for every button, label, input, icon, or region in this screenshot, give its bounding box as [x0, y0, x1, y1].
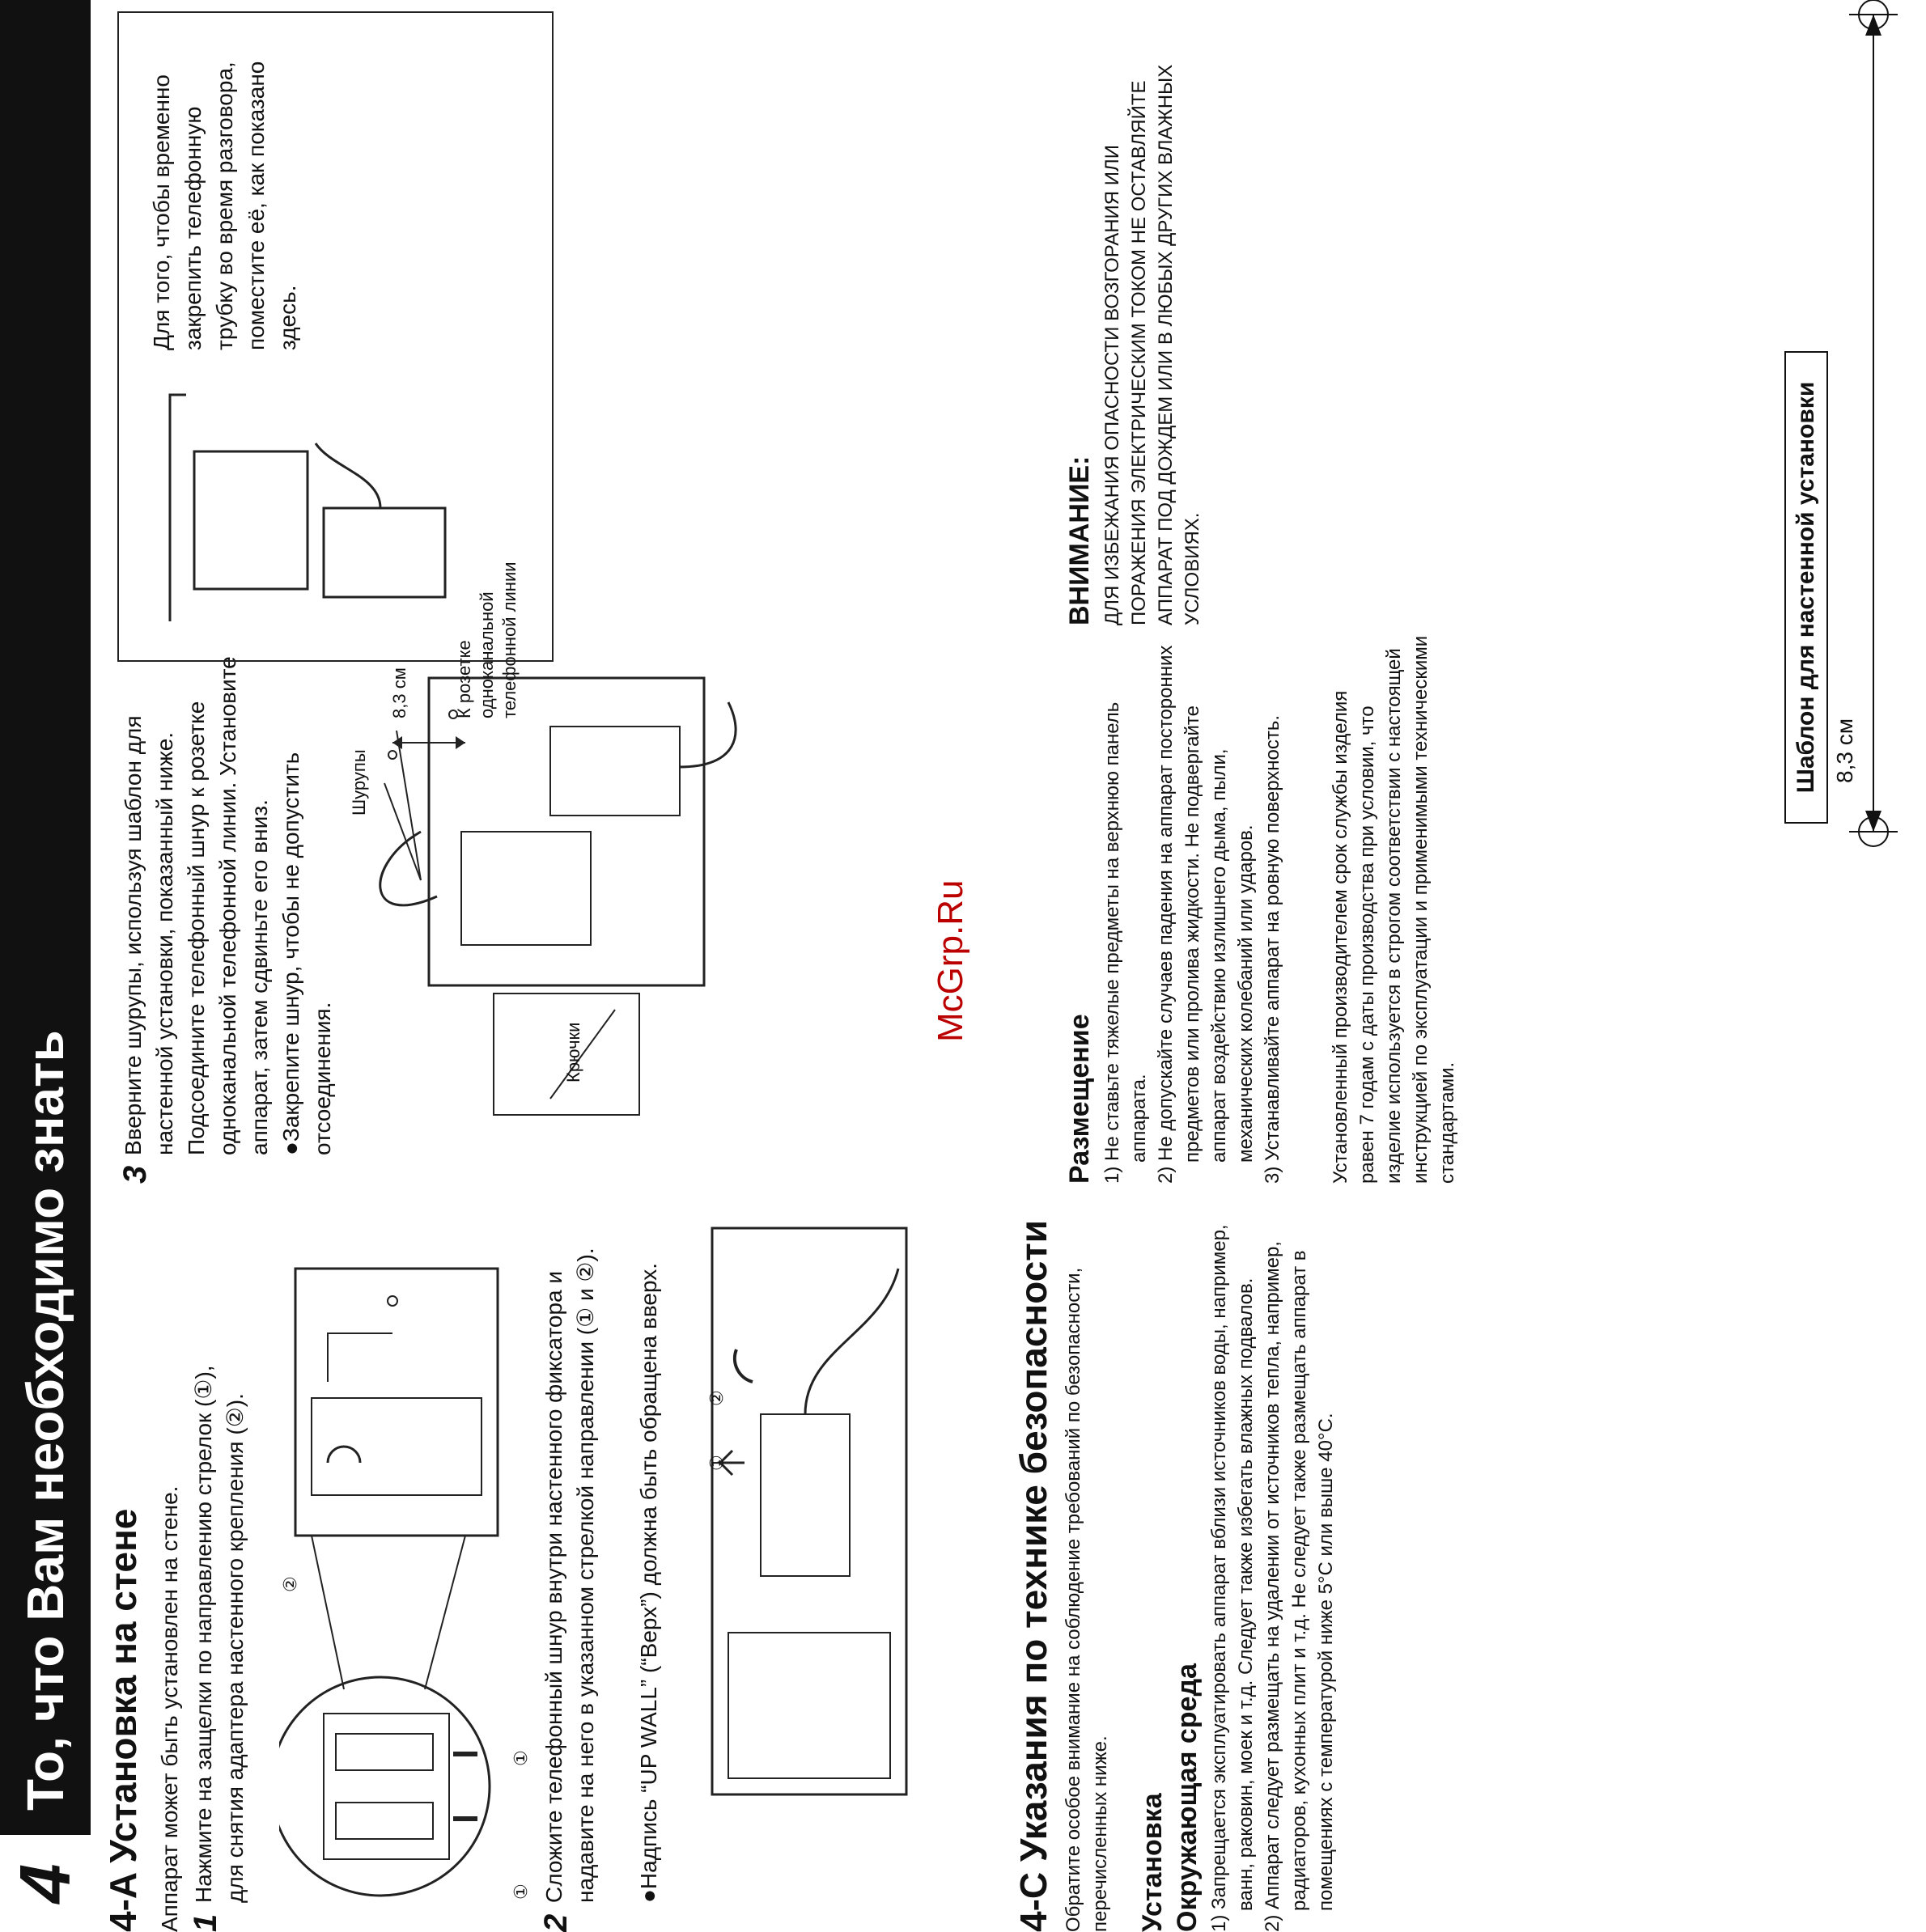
step2-text: Сложите телефонный шнур внутри настенного фиксатора и надавите на него в указанном стрелкой направлении (① и ②).: [541, 1248, 598, 1903]
handset-figure: [138, 346, 526, 638]
environment-item: 1) Запрещается эксплуатировать аппарат вблизи источников воды, например, ванн, раковин, моек и т.д. Следует также избегать влажных подвалов.: [1208, 1224, 1257, 1932]
section-title-safety: 4-C Указания по технике безопасности: [1012, 1219, 1054, 1932]
safety-intro: Обратите особое внимание на соблюдение требований по безопасности, перечисленных ниже.: [1063, 1267, 1111, 1932]
step1-text: Нажмите на защелки по направлению стрелок (①), для снятия адаптера настенного крепления (②).: [191, 1365, 248, 1903]
watermark: McGrp.Ru: [931, 879, 970, 1042]
template-title: Шаблон для настенной установки: [1784, 351, 1828, 824]
warning-heading: ВНИМАНИЕ:: [1064, 455, 1095, 625]
step3-bullet: ●Закрепите шнур, чтобы не допустить отсоединения.: [278, 752, 335, 1155]
warning-text: ДЛЯ ИЗБЕЖАНИЯ ОПАСНОСТИ ВОЗГОРАНИЯ ИЛИ ПОРАЖЕНИЯ ЭЛЕКТРИЧЕСКИМ ТОКОМ НЕ ОСТАВЛЯЙТЕ АППАРАТ ПОД ДОЖДЕМ ИЛИ В ЛЮБЫХ ДРУГИХ ВЛАЖНЫХ УСЛОВИЯХ.: [1101, 64, 1203, 625]
hooks-label: Крючки: [563, 1022, 583, 1083]
placement-item: 1) Не ставьте тяжелые предметы на верхнюю панель аппарата.: [1101, 701, 1150, 1184]
placement-list: [1099, 633, 1286, 1184]
environment-list: [1206, 1220, 1339, 1932]
step2-callout-1: ①: [706, 1455, 727, 1471]
wall-intro: Аппарат может быть установлен на стене.: [157, 1485, 182, 1932]
template-dimension-label: 8,3 см: [1829, 710, 1860, 791]
service-life-text: Установленный производителем срок службы изделия равен 7 годам с даты производства при условии, что изделие используется в строгом соответствии с настоящей инструкцией по эксплуатации и применимыми техническими стандартами.: [1330, 635, 1458, 1184]
step2-callout-2: ②: [706, 1390, 727, 1406]
step2-number: 2: [538, 1913, 574, 1932]
environment-heading: Окружающая среда: [1172, 1663, 1203, 1932]
step3-text: Вверните шурупы, используя шаблон для настенной установки, показанный ниже. Подсоедините телефонный шнур к розетке одноканальной телефонной линии. Установите аппарат, затем сдвиньте его вниз.: [121, 656, 272, 1155]
step1-figure: [279, 1188, 534, 1916]
chapter-title: То, что Вам необходимо знать: [16, 1030, 74, 1811]
screws-label: Шурупы: [349, 749, 369, 816]
environment-item: 2) Аппарат следует размещать на удалении от источников тепла, например, радиаторов, кухонных плит и т.д. Не следует также размещать аппарат в помещениях с температурой ниже 5°С или выше 40°С.: [1262, 1241, 1337, 1932]
handset-note: Для того, чтобы временно закрепить телефонную трубку во время разговора, поместите её, как показано здесь.: [149, 61, 300, 350]
install-heading: Установка: [1137, 1793, 1168, 1932]
step1-number: 1: [188, 1913, 223, 1932]
placement-heading: Размещение: [1064, 1014, 1095, 1184]
chapter-number: 4: [0, 1835, 91, 1932]
step1-callout-1b: ①: [511, 1750, 531, 1766]
step3-dimension-label: 8,3 см: [389, 667, 409, 718]
section-title-wall: 4-A Установка на стене: [102, 1508, 144, 1932]
step1-callout-2: ②: [280, 1576, 300, 1592]
step3-number: 3: [117, 1165, 153, 1184]
placement-item: 3) Устанавливайте аппарат на ровную поверхность.: [1262, 714, 1283, 1184]
step2-figure: [696, 1188, 939, 1916]
step2-bullet: ●Надпись “UP WALL” (“Верх”) должна быть обращена вверх.: [636, 1262, 661, 1903]
placement-item: 2) Не допускайте случаев падения на аппарат посторонних предметов или пролива жидкости. Не подвергайте аппарат воздействию излишнего дыма, пыли, механических колебаний или ударов.: [1155, 645, 1257, 1184]
step1-callout-1a: ①: [511, 1883, 531, 1900]
socket-label: К розетке одноканальной телефонной линии: [454, 561, 520, 718]
